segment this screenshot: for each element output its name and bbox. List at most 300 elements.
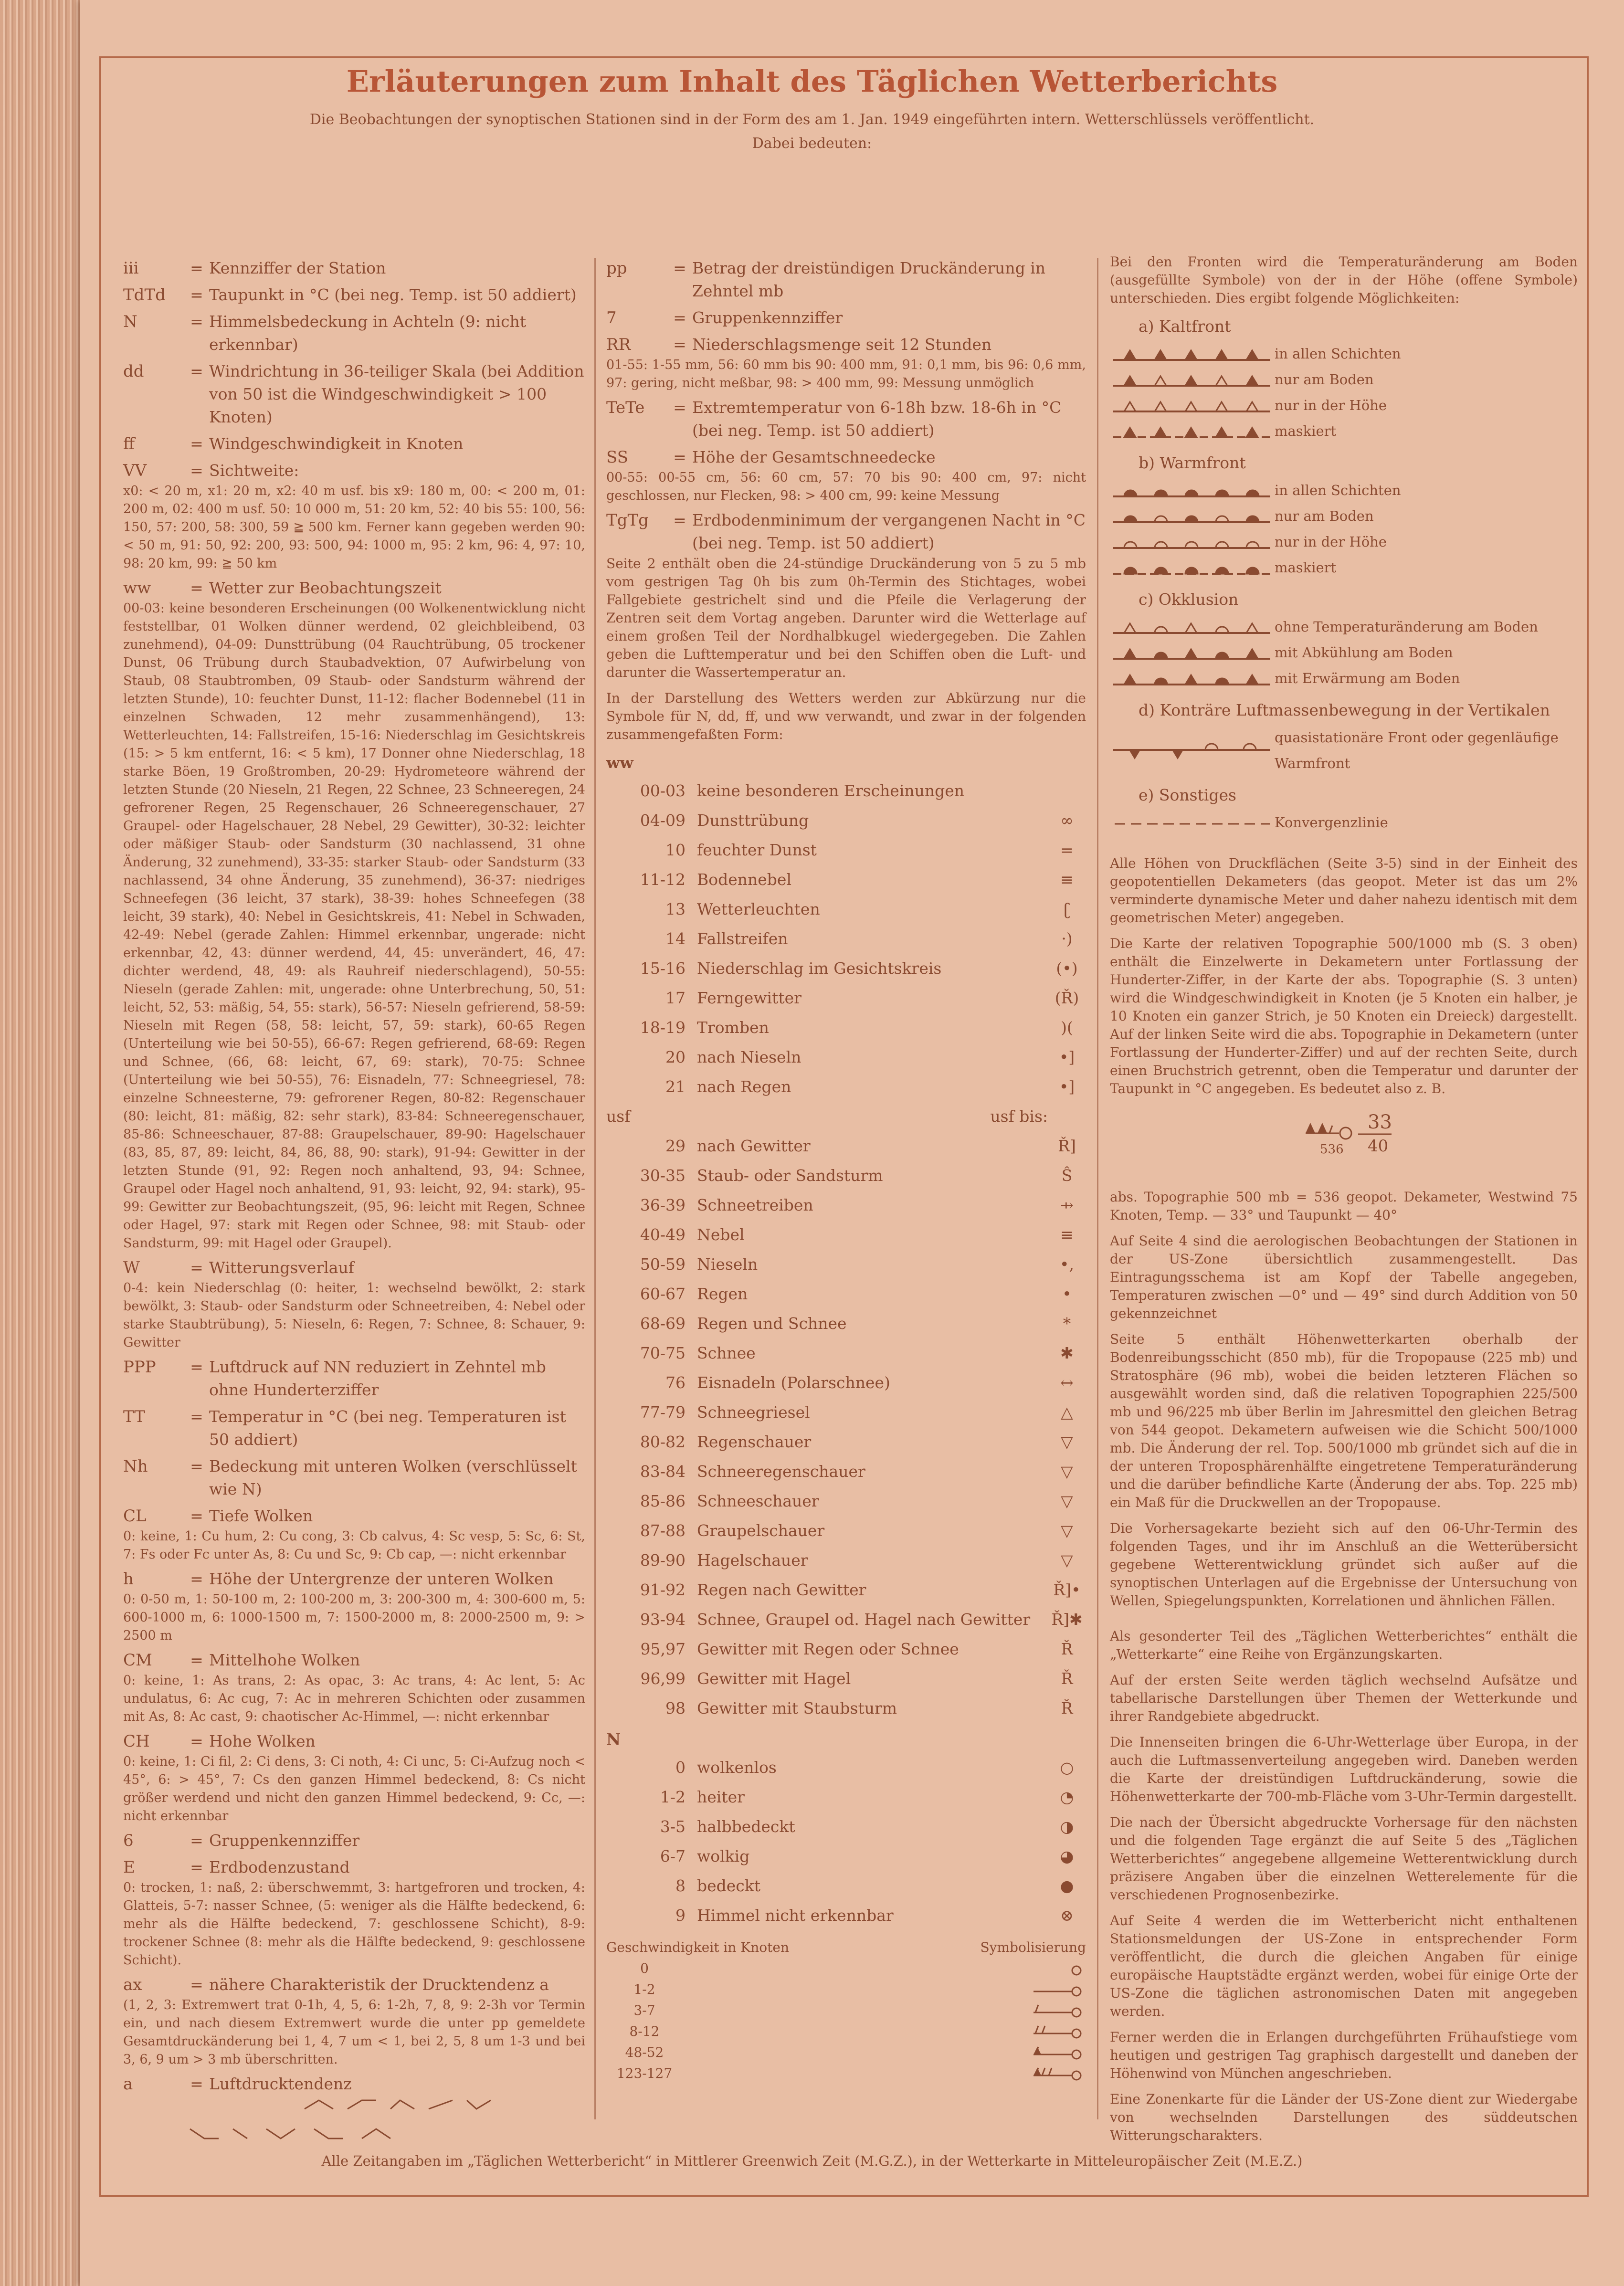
ww-meaning: Regen nach Gewitter [697, 1580, 866, 1599]
code-detail: 00-03: keine besonderen Erscheinungen (00 Wolkenentwicklung nicht feststellbar, 01 Wolken dünner werdend, 02 gleichbleibend, 03 zunehmend), 04-09: Dunsttrübung (04 Rauchtrübung, 05 trockener Dunst, 06 Trübung durch Staubadvektion, 07 Aufwirbelung von Staub, 08 Staubtromben, 09 Staub- oder Sandsturm während der letzten Stunde), 10: feuchter Dunst, 11-12: flacher Bodennebel (11 in einzelnen Schwaden, 12 mehr zusammenhängend), 13: Wetterleuchten, 14: Fallstreifen, 15-16: Niederschlag im Gesichtskreis (15: > 5 km entfernt, 16: < 5 km), 17 Donner ohne Niederschlag, 18 starke Böen, 19 Großtromben, 20-29: Hydrometeore während der letzten Stunde (20 Nieseln, 21 Regen, 22 Schnee, 23 Schneeregen, 24 gefrorener Regen, 25 Regenschauer, 26 Schneeregenschauer, 27 Graupel- oder Hagelschauer, 28 Nebel, 29 Gewitter), 30-32: leichter oder mäßiger Staub- oder Sandsturm (30 nachlassend, 31 ohne Änderung, 32 zunehmend), 33-35: starker Staub- oder Sandsturm (33 nachlassend, 34 ohne Änderung, 35 zunehmend), 36-37: niedriges Schneefegen (36 leicht, 37 stark), 38-39: hohes Schneefegen (38 leicht, 39 stark), 40: Nebel in Gesichtskreis, 41: Nebel in Schwaden, 42-49: Nebel (gerade Zahlen: Himmel erkennbar, ungerade: nicht erkennbar, 42, 43: dünner werdend, 44, 45: unverändert, 46, 47: dichter werdend, 48, 49: als Rauhreif niederschlagend), 50-55: Nieseln (gerade Zahlen: mit, ungerade: ohne Unterbrechung, 50, 51: leicht, 52, 53: mäßig, 54, 55: stark), 56-57: Nieseln gefrierend, 58-59: Nieseln mit Regen (58, 58: leicht, 57, 59: stark), 60-65 Regen (Unterteilung wie bei 50-55), 66-67: Regen gefrierend, 68-69: Regen und Schnee, (66, 68: leicht, 67, 69: stark), 70-75: Schnee (Unterteilung wie bei 50-55), 76: Eisnadeln, 77: Schneegriesel, 78: einzelne Schneesterne, 79: gefrorener Regen, 80-82: Regenschauer (80: leicht, 81: mäßig, 82: sehr stark), 83-84: Schneeregenschauer, 85-86: Schneeschauer, 87-88: Graupelschauer, 89-90: Hagelschauer (83, 85, 87, 89: leicht, 84, 86, 88, 90: stark), 91-94: Gewitter in der letzten Stunde (91, 92: Regen noch anhaltend, 93, 94: Schnee, Graupel oder Hagel noch anhaltend, 91, 93: leicht, 92, 94: stark), 95-99: Gewitter zur Beobachtungszeit, (95, 96: leicht mit Regen, Schnee oder Hagel, 97: stark mit Regen oder Schnee, 98: mit Staub- oder Sandsturm, 99: mit Hagel oder Graupel). [123, 601, 585, 1251]
ww-code: 11-12 [640, 870, 685, 889]
code: RR [606, 335, 631, 354]
weather-symbol-icon: = [1060, 841, 1074, 859]
paragraph: Als gesonderter Teil des „Täglichen Wetterberichtes“ enthält die „Wetterkarte“ eine Reihe von Ergänzungskarten. [1110, 1628, 1578, 1662]
paragraph: Bei den Fronten wird die Temperaturänderung am Boden (ausgefüllte Symbole) von der in der Höhe (offene Symbole) unterschieden. Dies ergibt folgende Möglichkeiten: [1110, 254, 1578, 306]
code-entry: 7 = Gruppenkennziffer [606, 306, 1086, 329]
front-label: maskiert [1275, 423, 1337, 439]
occl-front-symbol-icon [1110, 614, 1275, 640]
code-meaning: Niederschlagsmenge seit 12 Stunden [692, 335, 992, 354]
code: ax [123, 1975, 142, 1994]
ww-row [606, 1190, 1086, 1220]
front-label: in allen Schichten [1275, 346, 1401, 362]
code: ff [123, 434, 135, 453]
weather-symbol-icon: ↔ [1060, 1373, 1074, 1392]
weather-symbol-icon: ∞ [1060, 811, 1074, 830]
weather-symbol-icon: Ŝ [1061, 1166, 1073, 1185]
column-codes-1 [123, 253, 585, 2129]
code-detail: 0: keine, 1: Cu hum, 2: Cu cong, 3: Cb calvus, 4: Sc vesp, 5: Sc, 6: St, 7: Fs oder Fc unter As, 8: Cu und Sc, 9: Cb cap, —: nicht erkennbar [123, 1529, 585, 1562]
ww-meaning: Schneetreiben [697, 1196, 813, 1214]
code-meaning: Himmelsbedeckung in Achteln (9: nicht erkennbar) [209, 312, 527, 354]
weather-symbol-icon: ✱ [1060, 1344, 1074, 1362]
ww-code: 6-7 [660, 1847, 685, 1865]
front-row [1110, 529, 1578, 555]
paragraph: Eine Zonenkarte für die Länder der US-Zone dient zur Wiedergabe von wechselnden Darstellungen des süddeutschen Witterungscharakters. [1110, 2091, 1578, 2143]
code-entry: dd = Windrichtung in 36-teiliger Skala (bei Addition von 50 ist die Windgeschwindigkeit > 100 Knoten) [123, 360, 585, 429]
paragraph: abs. Topographie 500 mb = 536 geopot. Dekameter, Westwind 75 Knoten, Temp. — 33° und Taupunkt — 40° [1110, 1189, 1578, 1223]
code-entry: RR = Niederschlagsmenge seit 12 Stunden [606, 333, 1086, 356]
code: 6 [123, 1831, 134, 1850]
code: CH [123, 1732, 150, 1751]
wind-row [606, 1958, 1086, 1979]
front-label: mit Abkühlung am Boden [1275, 644, 1453, 661]
ww-row [606, 1694, 1086, 1723]
ww-row [606, 1842, 1086, 1871]
weather-symbol-icon [1048, 776, 1086, 806]
code-detail: 00-55: 00-55 cm, 56: 60 cm, 57: 70 bis 90: 400 cm, 97: nicht geschlossen, nur Flecken, 98: > 400 cm, 99: keine Messung [606, 470, 1086, 503]
weather-symbol-icon: •, [1060, 1255, 1074, 1274]
ww-code: 60-67 [640, 1285, 685, 1303]
warm-front-symbol-icon [1110, 477, 1275, 503]
code: VV [123, 461, 147, 480]
ww-row [606, 1072, 1086, 1102]
weather-symbol-icon: ○ [1060, 1758, 1074, 1777]
paragraph: Alle Höhen von Druckflächen (Seite 3-5) sind in der Einheit des geopotentiellen Dekameters (das geopot. Meter ist das um 2% verminderte dynamische Meter und daher nahezu identisch mit dem geometrischen Meter) angegeben. [1110, 855, 1578, 926]
ww-code: 50-59 [640, 1255, 685, 1274]
code-meaning: Extremtemperatur von 6-18h bzw. 18-6h in °C (bei neg. Temp. ist 50 addiert) [692, 398, 1062, 440]
wind-row [606, 1979, 1086, 2000]
weather-symbol-icon: ◕ [1060, 1847, 1074, 1865]
ww-row [606, 1871, 1086, 1901]
column-divider [1097, 258, 1098, 2119]
ww-meaning: Eisnadeln (Polarschnee) [697, 1373, 890, 1392]
ww-meaning: nach Nieseln [697, 1048, 801, 1066]
convergence-line-symbol [1110, 810, 1275, 835]
ww-row [606, 1368, 1086, 1398]
code: E [123, 1858, 135, 1877]
weather-symbol-icon: ▽ [1061, 1462, 1073, 1481]
code-meaning: Tiefe Wolken [209, 1506, 313, 1525]
front-label: Konvergenzlinie [1275, 814, 1388, 831]
ww-code: 87-88 [640, 1521, 685, 1540]
ww-code: 17 [665, 989, 685, 1007]
ww-meaning: Gewitter mit Regen oder Schnee [697, 1640, 959, 1658]
wind-barb-icon [1029, 1982, 1086, 1999]
column-divider [594, 258, 596, 2119]
code-entry: TeTe = Extremtemperatur von 6-18h bzw. 18-6h in °C (bei neg. Temp. ist 50 addiert) [606, 396, 1086, 442]
wind-barb-icon [1029, 1961, 1086, 1978]
code-entry: N = Himmelsbedeckung in Achteln (9: nicht erkennbar) [123, 310, 585, 356]
ww-row [606, 895, 1086, 924]
wind-speed: 0 [640, 1960, 649, 1976]
front-row [1110, 477, 1578, 503]
paragraph: Ferner werden die in Erlangen durchgeführten Frühaufstiege vom heutigen und gestrigen Tag graphisch dargestellt und daneben der Höhenwind von München angeschrieben. [1110, 2029, 1578, 2081]
front-label: nur am Boden [1275, 508, 1374, 524]
ww-row [606, 806, 1086, 835]
ww-meaning: Fallstreifen [697, 929, 788, 948]
ww-meaning: Hagelschauer [697, 1551, 808, 1570]
ww-row [606, 1309, 1086, 1338]
front-label: in allen Schichten [1275, 482, 1401, 498]
weather-symbol-icon: ▽ [1061, 1521, 1073, 1540]
usf-row [606, 1102, 1086, 1131]
ww-code: 91-92 [640, 1580, 685, 1599]
weather-symbol-icon: ◑ [1060, 1817, 1074, 1836]
stamp-dewpoint: 40 [1368, 1137, 1389, 1156]
ww-code: 77-79 [640, 1403, 685, 1422]
code-entry: ax = nähere Charakteristik der Drucktendenz a [123, 1973, 585, 1996]
weather-symbol-icon: ◔ [1060, 1788, 1074, 1806]
code-meaning: Kennziffer der Station [209, 259, 386, 277]
code-meaning: Erdbodenminimum der vergangenen Nacht in °C (bei neg. Temp. ist 50 addiert) [692, 511, 1086, 552]
ww-meaning: Nieseln [697, 1255, 758, 1274]
code: pp [606, 259, 627, 278]
code: Nh [123, 1457, 148, 1476]
code: CL [123, 1506, 147, 1526]
ww-row [606, 835, 1086, 865]
ww-code: 9 [675, 1906, 685, 1925]
page-title: Erläuterungen zum Inhalt des Täglichen Wetterberichts [346, 64, 1278, 99]
ww-meaning: keine besonderen Erscheinungen [697, 781, 965, 800]
ww-meaning: Staub- oder Sandsturm [697, 1166, 883, 1185]
wind-speed: 123-127 [616, 2065, 673, 2081]
occlusion-list [1110, 614, 1578, 691]
code: dd [123, 362, 144, 381]
ww-meaning: Regen und Schnee [697, 1314, 847, 1333]
code: W [123, 1258, 140, 1277]
wind-barb-icon [1029, 2003, 1086, 2020]
code-meaning: Temperatur in °C (bei neg. Temperaturen ist 50 addiert) [209, 1407, 566, 1449]
occl-front-symbol-icon [1110, 640, 1275, 665]
ww-meaning: Schneeschauer [697, 1492, 819, 1510]
code-entry: ff = Windgeschwindigkeit in Knoten [123, 432, 585, 455]
ww-code: 70-75 [640, 1344, 685, 1362]
weather-symbol-icon: Ř [1061, 1669, 1073, 1688]
ww-row [606, 1457, 1086, 1486]
ww-meaning: Nebel [697, 1225, 745, 1244]
ww-meaning: Himmel nicht erkennbar [697, 1906, 894, 1925]
code: iii [123, 259, 139, 278]
ww-code: 93-94 [640, 1610, 685, 1629]
subtitle-line: Die Beobachtungen der synoptischen Stationen sind in der Form des am 1. Jan. 1949 eingeführten intern. Wetterschlüssels veröffentlicht. [309, 111, 1315, 128]
code-meaning: Höhe der Gesamtschneedecke [692, 448, 936, 466]
ww-meaning: Schnee [697, 1344, 756, 1362]
front-row [1110, 640, 1578, 665]
ww-meaning: nach Gewitter [697, 1137, 811, 1155]
ww-row [606, 1546, 1086, 1575]
code: ww [123, 579, 151, 598]
ww-code: 8 [675, 1876, 685, 1895]
code-entry: CH = Hohe Wolken [123, 1730, 585, 1753]
usf-bis-label: usf bis: [990, 1107, 1048, 1126]
ww-row [606, 1398, 1086, 1427]
ww-meaning: halbbedeckt [697, 1817, 795, 1836]
ww-meaning: Gewitter mit Hagel [697, 1669, 851, 1688]
ww-code: 68-69 [640, 1314, 685, 1333]
cold-front-symbol-icon [1110, 392, 1275, 418]
ww-code: 40-49 [640, 1225, 685, 1244]
pressure-tendency-symbols [123, 2096, 581, 2143]
wind-header [606, 1937, 1086, 1958]
ww-row [606, 776, 1086, 806]
code-entry: a = Luftdrucktendenz [123, 2073, 585, 2096]
wind-barb-icon [1029, 2066, 1086, 2083]
code: TdTd [123, 285, 166, 305]
weather-symbol-icon: Ř]• [1053, 1580, 1081, 1599]
ww-row [606, 1250, 1086, 1279]
ww-row [606, 1516, 1086, 1546]
code-meaning: Wetter zur Beobachtungszeit [209, 579, 442, 597]
ww-code: 76 [665, 1373, 685, 1392]
column-codes-2 [606, 253, 1086, 2129]
section-occlusion: c) Okklusion [1139, 590, 1239, 609]
front-row [1110, 555, 1578, 580]
ww-meaning: Bodennebel [697, 870, 792, 889]
stamp-temperature: 33 [1368, 1111, 1392, 1133]
ww-meaning: Ferngewitter [697, 989, 801, 1007]
cloud-cover-list [606, 1753, 1086, 1930]
ww-code: 30-35 [640, 1166, 685, 1185]
cold-front-symbol-icon [1110, 367, 1275, 392]
front-row [1110, 392, 1578, 418]
front-label: mit Erwärmung am Boden [1275, 670, 1460, 686]
weather-symbol-icon: • [1062, 1285, 1072, 1303]
usf-label: usf [606, 1107, 631, 1126]
wind-speed-list [606, 1958, 1086, 2084]
ww-row [606, 1427, 1086, 1457]
ww-code: 04-09 [640, 811, 685, 830]
ww-row [606, 924, 1086, 954]
front-label: nur in der Höhe [1275, 397, 1387, 413]
code-entry: CL = Tiefe Wolken [123, 1505, 585, 1528]
ww-code: 0 [675, 1758, 685, 1777]
section-other: e) Sonstiges [1139, 786, 1236, 804]
ww-row [606, 865, 1086, 895]
code-meaning: Bedeckung mit unteren Wolken (verschlüsselt wie N) [209, 1457, 577, 1498]
ww-row [606, 1901, 1086, 1930]
ww-meaning: wolkenlos [697, 1758, 777, 1777]
ww-meaning: nach Regen [697, 1077, 791, 1096]
weather-symbol-icon: •] [1059, 1077, 1075, 1096]
n-heading: N [606, 1730, 621, 1749]
code-entry: TT = Temperatur in °C (bei neg. Temperaturen ist 50 addiert) [123, 1405, 585, 1451]
ww-meaning: Dunsttrübung [697, 811, 809, 830]
code-detail: 0: keine, 1: Ci fil, 2: Ci dens, 3: Ci noth, 4: Ci unc, 5: Ci-Aufzug noch < 45°, 6: > 45°, 7: Cs den ganzen Himmel bedeckend, 8: Cs nicht größer werdend und nicht den ganzen Himmel bedeckend, 9: Cc, —: nicht erkennbar [123, 1754, 585, 1823]
wind-row [606, 2021, 1086, 2042]
code-entry: Nh = Bedeckung mit unteren Wolken (verschlüsselt wie N) [123, 1455, 585, 1501]
ww-meaning: Schneegriesel [697, 1403, 810, 1422]
subtitle [0, 108, 1624, 156]
front-label: quasistationäre Front oder gegenläufige Warmfront [1275, 729, 1559, 771]
code: 7 [606, 308, 617, 327]
ww-row [606, 1338, 1086, 1368]
code: PPP [123, 1358, 156, 1377]
weather-symbol-icon: ▽ [1061, 1551, 1073, 1570]
code-entry: CM = Mittelhohe Wolken [123, 1649, 585, 1672]
code-meaning: Sichtweite: [209, 461, 299, 480]
code-meaning: Betrag der dreistündigen Druckänderung in Zehntel mb [692, 259, 1046, 300]
code-entry: W = Witterungsverlauf [123, 1256, 585, 1279]
weather-symbol-icon: ▽ [1061, 1492, 1073, 1510]
code-meaning: nähere Charakteristik der Drucktendenz a [209, 1975, 549, 1994]
ww-row [606, 1782, 1086, 1812]
code: a [123, 2075, 133, 2094]
ww-row [606, 1575, 1086, 1605]
ww-meaning: bedeckt [697, 1876, 761, 1895]
ww-row [606, 1605, 1086, 1634]
ww-meaning: feuchter Dunst [697, 841, 817, 859]
ww-code: 21 [665, 1077, 685, 1096]
ww-row [606, 1753, 1086, 1782]
code-meaning: Gruppenkennziffer [692, 308, 843, 327]
code: h [123, 1570, 134, 1589]
code-meaning: Witterungsverlauf [209, 1258, 354, 1277]
ww-code: 00-03 [640, 781, 685, 800]
wind-speed: 1-2 [633, 1981, 655, 1997]
weather-symbol-icon: Ř [1061, 1699, 1073, 1717]
code-entry: ww = Wetter zur Beobachtungszeit [123, 577, 585, 600]
footer-note: Alle Zeitangaben im „Täglichen Wetterbericht“ in Mittlerer Greenwich Zeit (M.G.Z.), in der Wetterkarte in Mitteleuropäischer Zeit (M.E.Z.) [321, 2153, 1303, 2169]
paragraph: Die nach der Übersicht abgedruckte Vorhersage für den nächsten und die folgenden Tage ergänzt die auf Seite 5 des „Täglichen Wetterberichtes“ angegebene allgemeine Wetterentwicklung durch präzisere Angaben über die einzelnen Wetterelemente für die verschiedenen Prognosenbezirke. [1110, 1814, 1578, 1903]
ww-code: 36-39 [640, 1196, 685, 1214]
ww-code: 98 [665, 1699, 685, 1717]
code-entry: iii = Kennziffer der Station [123, 257, 585, 280]
ww-row [606, 1634, 1086, 1664]
code-entry: TgTg = Erdbodenminimum der vergangenen Nacht in °C (bei neg. Temp. ist 50 addiert) [606, 509, 1086, 555]
wind-speed-heading: Geschwindigkeit in Knoten [606, 1939, 789, 1955]
code-entry: h = Höhe der Untergrenze der unteren Wolken [123, 1568, 585, 1591]
weather-symbol-icon: ⇸ [1060, 1196, 1074, 1214]
ww-code: 14 [665, 929, 685, 948]
ww-symbol-list-2 [606, 1131, 1086, 1723]
wind-speed: 8-12 [629, 2023, 660, 2039]
weather-symbol-icon: )( [1061, 1018, 1073, 1037]
weather-symbol-icon: Ř [1061, 1640, 1073, 1658]
weather-symbol-icon: (Ř) [1055, 989, 1079, 1007]
wind-row [606, 2000, 1086, 2021]
code-entry: E = Erdbodenzustand [123, 1856, 585, 1879]
weather-symbol-icon: Ř]✱ [1051, 1610, 1083, 1629]
wind-barb-icon [1029, 2045, 1086, 2062]
code-detail: 0: trocken, 1: naß, 2: überschwemmt, 3: hartgefroren und trocken, 4: Glatteis, 5-7: nasser Schnee, (5: weniger als die Hälfte bedeckend, 6: mehr als die Hälfte bedeckend, 7: geschlossene Schicht), 8-9: trockener Schnee (8: mehr als die Hälfte bedeckend, 9: geschlossene Schicht). [123, 1880, 585, 1968]
code-meaning: Windgeschwindigkeit in Knoten [209, 434, 464, 453]
ww-row [606, 1279, 1086, 1309]
code-detail: 0: 0-50 m, 1: 50-100 m, 2: 100-200 m, 3: 200-300 m, 4: 300-600 m, 5: 600-1000 m, 6: 1000-1500 m, 7: 1500-2000 m, 8: 2000-2500 m, 9: > 2500 m [123, 1592, 585, 1643]
ww-code: 83-84 [640, 1462, 685, 1481]
code-detail: x0: < 20 m, x1: 20 m, x2: 40 m usf. bis x9: 180 m, 00: < 200 m, 01: 200 m, 02: 400 m usf. 50: 10 000 m, 51: 20 km, 52: 40 bis 55: 100, 56: 150, 57: 200, 58: 300, 59 ≧ 500 km. Ferner kann gegeben werden 90: < 50 m, 91: 50, 92: 200, 93: 500, 94: 1000 m, 95: 2 km, 96: 4, 97: 10, 98: 20 km, 99: ≧ 50 km [123, 484, 585, 571]
front-label: nur in der Höhe [1275, 534, 1387, 550]
ww-meaning: Schneeregenschauer [697, 1462, 865, 1481]
section-cold-front: a) Kaltfront [1139, 317, 1231, 336]
code-meaning: Windrichtung in 36-teiliger Skala (bei Addition von 50 ist die Windgeschwindigkeit > 100 Knoten) [209, 362, 584, 426]
cold-front-symbol-icon [1110, 418, 1275, 444]
wind-barb-icon [1029, 2024, 1086, 2041]
front-row [1110, 810, 1578, 835]
ww-row [606, 983, 1086, 1013]
wind-row [606, 2042, 1086, 2063]
code-entry: pp = Betrag der dreistündigen Druckänderung in Zehntel mb [606, 257, 1086, 303]
ww-row [606, 1664, 1086, 1694]
code-entry: TdTd = Taupunkt in °C (bei neg. Temp. ist 50 addiert) [123, 284, 585, 306]
paragraph: Auf Seite 4 sind die aerologischen Beobachtungen der Stationen in der US-Zone übersichtlich zusammengestellt. Das Eintragungsschema ist am Kopf der Tabelle angegeben, Temperaturen zwischen —0° und — 49° sind durch Addition von 50 gekennzeichnet [1110, 1233, 1578, 1321]
ww-code: 20 [665, 1048, 685, 1066]
code: TT [123, 1407, 145, 1426]
paragraph: Die Karte der relativen Topographie 500/1000 mb (S. 3 oben) enthält die Einzelwerte in Dekametern unter Fortlassung der Hunderter-Ziffer, in der Karte der abs. Topographie (S. 3 unten) wird die Windgeschwindigkeit in Knoten (je 5 Knoten ein halber, je 10 Knoten ein ganzer Strich, je 50 Knoten ein Dreieck) dargestellt. Auf der linken Seite wird die abs. Topographie in Dekametern (unter Fortlassung der Hunderter-Ziffer) und auf der rechten Seite, durch einen Bruchstrich getrennt, oben die Temperatur und darunter der Taupunkt in °C angegeben. Es bedeutet also z. B. [1110, 936, 1578, 1096]
code-meaning: Luftdruck auf NN reduziert in Zehntel mb ohne Hunderterziffer [209, 1358, 546, 1399]
station-plot-example [1110, 1109, 1578, 1169]
subtitle-line: Dabei bedeuten: [752, 135, 872, 152]
front-row [1110, 614, 1578, 640]
cold-front-symbol-icon [1110, 341, 1275, 367]
ww-code: 18-19 [640, 1018, 685, 1037]
weather-symbol-icon: (•) [1056, 959, 1078, 978]
ww-meaning: Niederschlag im Gesichtskreis [697, 959, 942, 978]
ww-code: 10 [665, 841, 685, 859]
ww-row [606, 1043, 1086, 1072]
ww-row [606, 1220, 1086, 1250]
front-label: nur am Boden [1275, 371, 1374, 388]
front-row [1110, 725, 1578, 776]
section-contrary-movement: d) Konträre Luftmassenbewegung in der Vertikalen [1139, 701, 1550, 719]
ww-code: 80-82 [640, 1433, 685, 1451]
paragraph: Die Vorhersagekarte bezieht sich auf den 06-Uhr-Termin des folgenden Tages, und ihr im Anschluß an die Wetterübersicht gegebene Wetterentwicklung gründet sich außer auf die synoptischen Unterlagen auf die Ergebnisse der Untersuchung von Wellen, Spiegelungspunkten, Korrelationen und ähnlichen Fällen. [1110, 1520, 1578, 1609]
code: TeTe [606, 398, 645, 417]
weather-symbol-icon: ≡ [1060, 870, 1074, 889]
ww-heading: ww [606, 753, 633, 772]
paragraph: Seite 5 enthält Höhenwetterkarten oberhalb der Bodenreibungsschicht (850 mb), für die Tropopause (225 mb) und Stratosphäre (96 mb), wobei die beiden letzteren Flächen so ausgewählt worden sind, daß die relativen Topographien 225/500 mb und 96/225 mb über Berlin im Jahresmittel den gleichen Betrag von 544 geopot. Dekametern aufweisen wie die Schicht 500/1000 mb. Die Änderung der rel. Top. 500/1000 mb gründet sich auf die in der unteren Troposphärenhälfte eingetretene Temperaturänderung und die darüber befindliche Karte (Änderung der abs. Top. 225 mb) ein Maß für die Druckwellen an der Tropopause. [1110, 1331, 1578, 1510]
ww-symbol-list [606, 776, 1086, 1102]
code: CM [123, 1651, 152, 1670]
ww-code: 95,97 [640, 1640, 685, 1658]
code: TgTg [606, 511, 649, 530]
ww-code: 89-90 [640, 1551, 685, 1570]
ww-row [606, 1161, 1086, 1190]
ww-row [606, 1013, 1086, 1043]
code-meaning: Höhe der Untergrenze der unteren Wolken [209, 1570, 554, 1588]
ww-code: 3-5 [660, 1817, 685, 1836]
weather-symbol-icon: ≡ [1060, 1225, 1074, 1244]
paragraph: Die Innenseiten bringen die 6-Uhr-Wetterlage über Europa, in der auch die Luftmassenverteilung angegeben wird. Daneben werden die Karte der dreistündigen Luftdruckänderung, sowie die Höhenwetterkarte der 700-mb-Fläche vom 3-Uhr-Termin dargestellt. [1110, 1734, 1578, 1804]
warm-front-symbol-icon [1110, 555, 1275, 580]
code-detail: 0-4: kein Niederschlag (0: heiter, 1: wechselnd bewölkt, 2: stark bewölkt, 3: Staub- oder Sandsturm oder Schneetreiben, 4: Nebel oder starke Staubtrübung), 5: Nieseln, 6: Regen, 7: Schnee, 8: Schauer, 9: Gewitter [123, 1281, 585, 1350]
ww-code: 1-2 [660, 1788, 685, 1806]
warm-front-symbol-icon [1110, 529, 1275, 555]
code-entry: 6 = Gruppenkennziffer [123, 1829, 585, 1852]
wind-row [606, 2063, 1086, 2084]
code-entry: SS = Höhe der Gesamtschneedecke [606, 446, 1086, 469]
code-meaning: Gruppenkennziffer [209, 1831, 360, 1850]
paragraph: In der Darstellung des Wetters werden zur Abkürzung nur die Symbole für N, dd, ff, und ww verwandt, und zwar in der folgenden zusammengefaßten Form: [606, 690, 1086, 742]
front-row [1110, 367, 1578, 392]
code-detail: 0: keine, 1: As trans, 2: As opac, 3: Ac trans, 4: Ac lent, 5: Ac undulatus, 6: Ac cug, 7: Ac in mehreren Schichten oder zusammen mit As, 8: Ac cast, 9: chaotischer Ac-Himmel, —: nicht erkennbar [123, 1673, 585, 1724]
code-detail: 01-55: 1-55 mm, 56: 60 mm bis 90: 400 mm, 91: 0,1 mm, bis 96: 0,6 mm, 97: gering, nicht meßbar, 98: > 400 mm, 99: Messung unmöglich [606, 358, 1086, 390]
ww-row [606, 1812, 1086, 1842]
ww-code: 96,99 [640, 1669, 685, 1688]
ww-meaning: Gewitter mit Staubsturm [697, 1699, 897, 1717]
code-meaning: Taupunkt in °C (bei neg. Temp. ist 50 addiert) [209, 285, 577, 304]
code: N [123, 312, 137, 331]
weather-symbol-icon: •] [1059, 1048, 1075, 1066]
weather-symbol-icon: ▽ [1061, 1433, 1073, 1451]
paragraph: Auf Seite 4 werden die im Wetterbericht nicht enthaltenen Stationsmeldungen der US-Zone in entsprechender Form veröffentlicht, die durch die gleichen Angaben für einige europäische Hauptstädte ergänzt werden, wobei für einige Orte der US-Zone die täglichen astronomischen Daten mit angegeben werden. [1110, 1913, 1578, 2019]
stamp-height: 536 [1320, 1142, 1344, 1157]
column-fronts-notes [1110, 253, 1578, 2143]
ww-meaning: Regenschauer [697, 1433, 812, 1451]
front-row [1110, 341, 1578, 367]
warm-front-list [1110, 477, 1578, 580]
wind-symbol-heading: Symbolisierung [980, 1939, 1086, 1955]
ww-meaning: Schnee, Graupel od. Hagel nach Gewitter [697, 1610, 1031, 1629]
